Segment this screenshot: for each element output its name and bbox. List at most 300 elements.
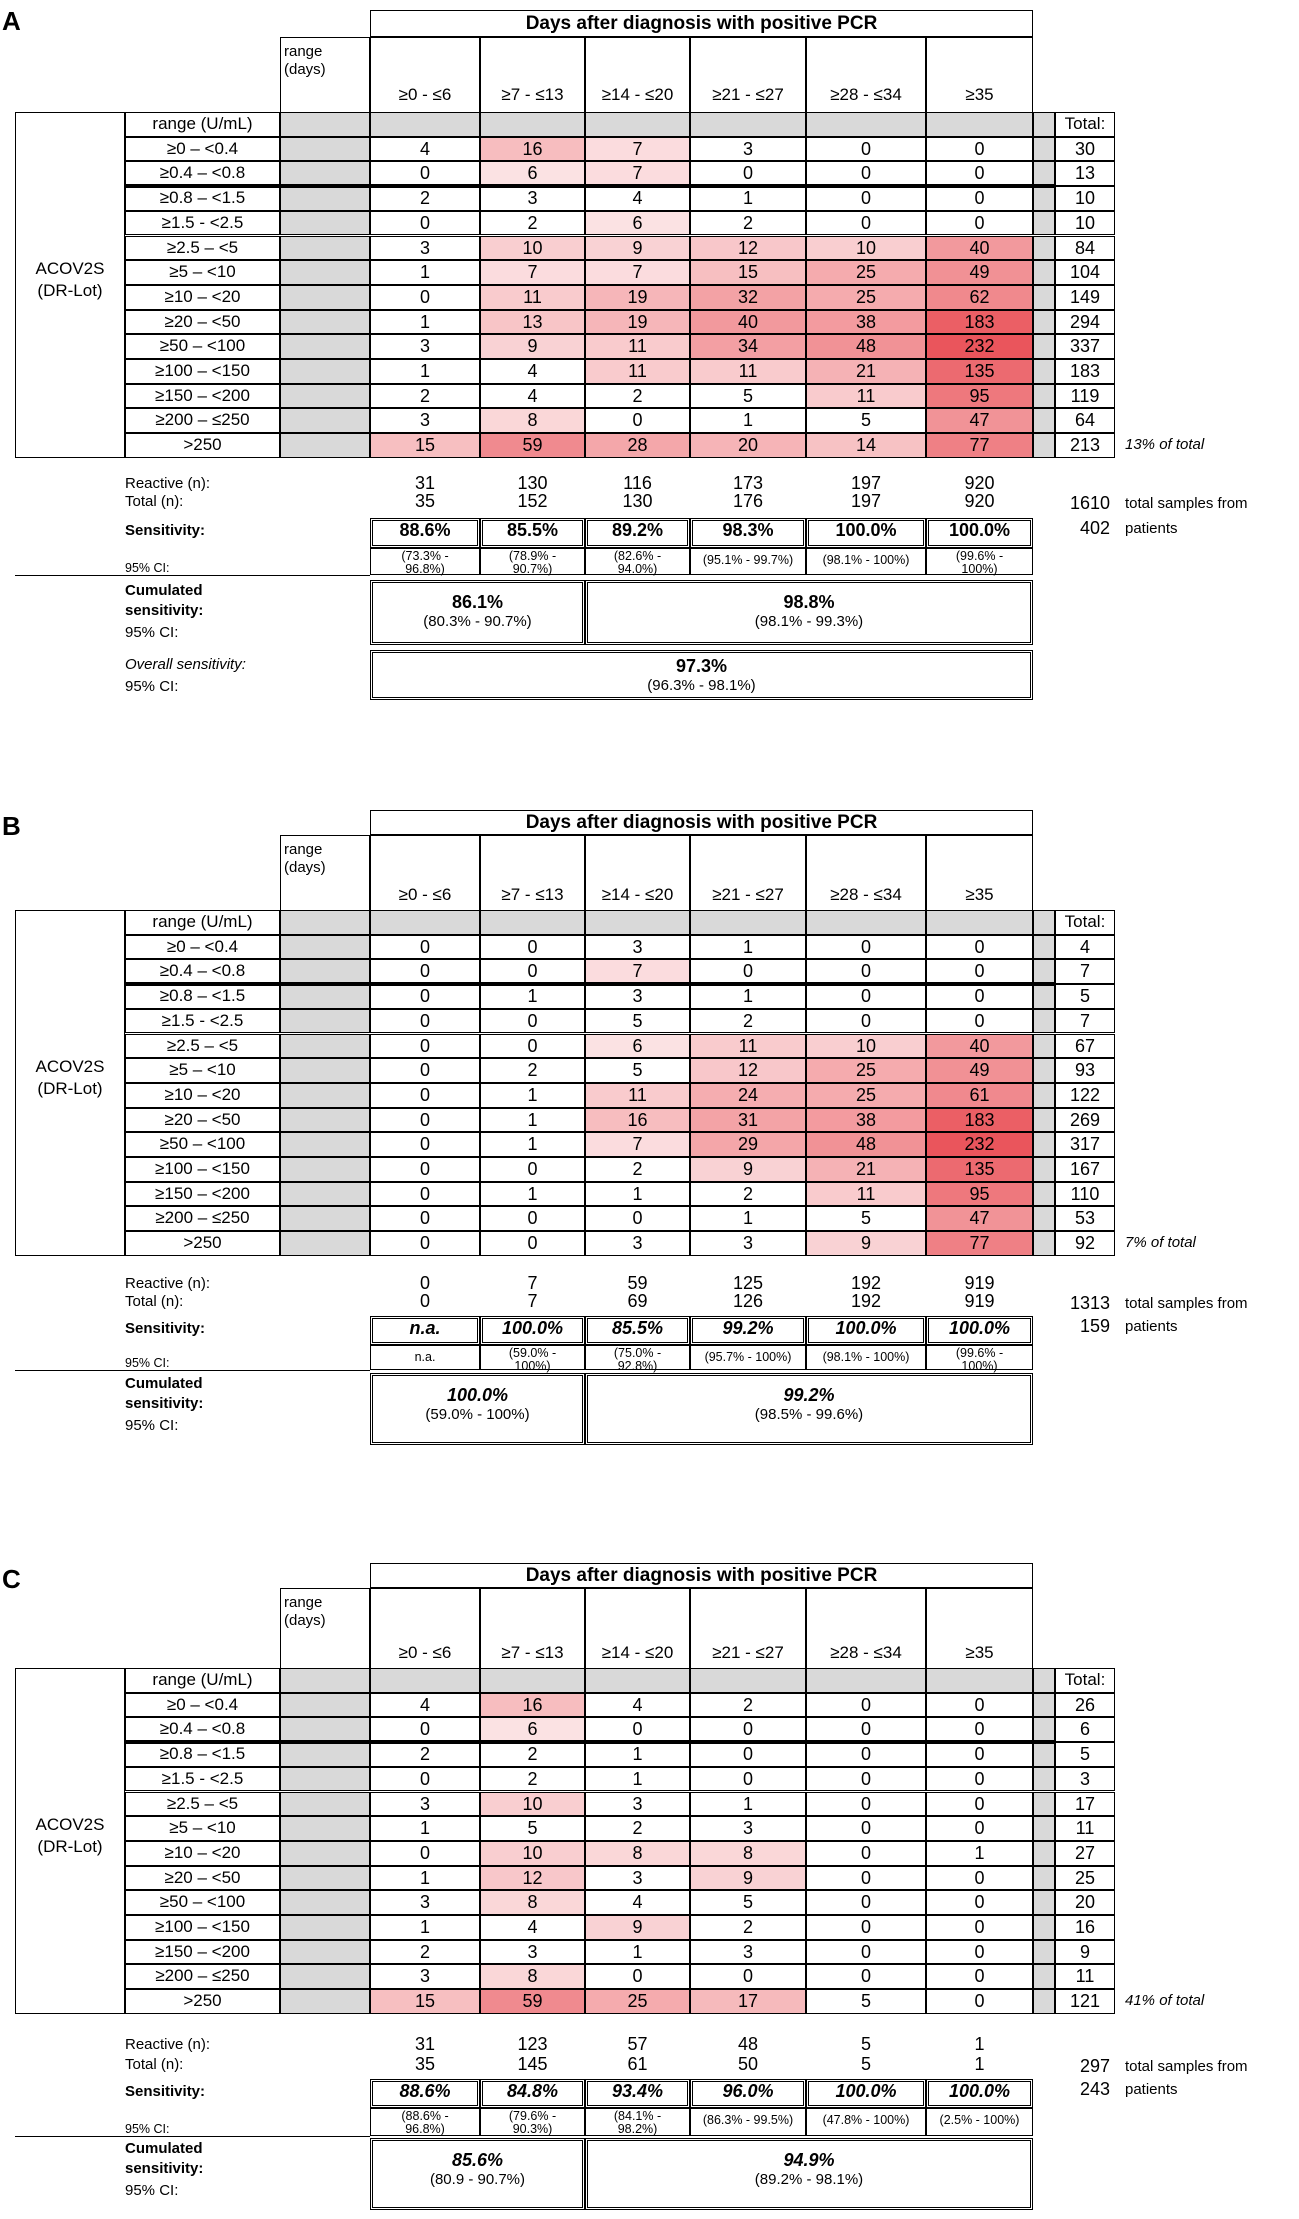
count-cell: 0 [370, 1034, 480, 1059]
count-cell: 0 [480, 959, 585, 984]
sensitivity-label: Sensitivity: [125, 1320, 206, 1337]
cum-late-ci: (89.2% - 98.1%) [754, 2171, 864, 2188]
count-cell: 77 [926, 1231, 1033, 1256]
row-range-label: ≥10 – <20 [125, 1841, 280, 1866]
count-cell: 1 [480, 1083, 585, 1108]
col-header-1: ≥7 - ≤13 [501, 85, 564, 104]
gray-cell [1033, 1034, 1055, 1059]
count-cell: 9 [690, 1866, 806, 1891]
ci-line-1: (95.1% - 99.7%) [702, 553, 794, 567]
count-cell: 3 [585, 1231, 690, 1256]
gray-cell [280, 935, 370, 960]
cum-early-value: 86.1% [451, 592, 504, 612]
gray-cell [1033, 1792, 1055, 1817]
row-range-label: ≥10 – <20 [125, 1083, 280, 1108]
sensitivity-value: 85.5% [506, 520, 559, 540]
reactive-value: 920 [964, 473, 995, 493]
col-header-3: ≥21 - ≤27 [712, 885, 784, 904]
row-range-label: >250 [125, 433, 280, 458]
row-range-label: ≥0 – <0.4 [125, 1693, 280, 1718]
count-cell: 0 [926, 1816, 1033, 1841]
total-n-value: 5 [860, 2054, 871, 2074]
count-cell: 19 [585, 285, 690, 310]
ci-line-2: 92.8%) [617, 1359, 658, 1373]
gray-cell [280, 1693, 370, 1718]
reactive-value: 7 [527, 1273, 538, 1293]
total-n-value: 1 [974, 2054, 985, 2074]
count-cell: 28 [585, 433, 690, 458]
count-cell: 0 [806, 1841, 926, 1866]
sensitivity-value: 98.3% [722, 520, 774, 540]
reactive-value: 1 [974, 2034, 985, 2054]
ci-line-2: 96.8%) [405, 2122, 445, 2136]
count-cell: 0 [370, 1157, 480, 1182]
row-total: 337 [1055, 334, 1115, 359]
sensitivity-value: 93.4% [611, 2081, 664, 2101]
gray-cell [1033, 1009, 1055, 1034]
col-header-3: ≥21 - ≤27 [712, 85, 784, 104]
count-cell: 0 [370, 1058, 480, 1083]
count-cell: 40 [926, 1034, 1033, 1059]
count-cell: 0 [926, 1866, 1033, 1891]
count-cell: 0 [806, 186, 926, 211]
row-total: 9 [1055, 1940, 1115, 1965]
gray-cell [280, 1742, 370, 1767]
count-cell: 0 [806, 1866, 926, 1891]
days-header: Days after diagnosis with positive PCR [370, 810, 1033, 835]
count-cell: 10 [480, 236, 585, 261]
total-n-value: 69 [627, 1291, 648, 1311]
count-cell: 0 [690, 1742, 806, 1767]
count-cell: 2 [690, 1693, 806, 1718]
count-cell: 2 [585, 384, 690, 409]
row-total: 11 [1055, 1816, 1115, 1841]
col-header-1: ≥7 - ≤13 [501, 885, 564, 904]
sensitivity-value: 84.8% [506, 2081, 559, 2101]
total-samples-value: 1313 [1069, 1293, 1110, 1313]
row-total: 30 [1055, 137, 1115, 162]
panel-label: B [2, 811, 21, 841]
assay-label-1: ACOV2S [35, 1814, 105, 1834]
panel-a [0, 0, 1299, 710]
count-cell: 24 [690, 1083, 806, 1108]
gray-cell [1033, 236, 1055, 261]
total-samples-value: 297 [1079, 2056, 1110, 2076]
count-cell: 15 [370, 433, 480, 458]
row-total: 317 [1055, 1132, 1115, 1157]
count-cell: 2 [690, 1182, 806, 1207]
patients-value: 159 [1079, 1316, 1110, 1336]
cum-late-value: 99.2% [783, 1385, 835, 1405]
count-cell: 2 [480, 1058, 585, 1083]
ci-line-2: 96.8%) [405, 562, 445, 576]
gray-cell [480, 1668, 585, 1693]
gray-cell [1033, 260, 1055, 285]
count-cell: 12 [480, 1866, 585, 1891]
gray-cell [280, 1890, 370, 1915]
count-cell: 4 [370, 1693, 480, 1718]
panel-b [0, 805, 1299, 1455]
count-cell: 0 [690, 161, 806, 186]
count-cell: 3 [370, 1890, 480, 1915]
count-cell: 5 [806, 1989, 926, 2014]
count-cell: 38 [806, 1108, 926, 1133]
ci-line-1: (79.6% - [508, 2109, 557, 2123]
reactive-value: 116 [623, 473, 652, 493]
total-n-label: Total (n): [125, 1293, 184, 1310]
count-cell: 40 [926, 236, 1033, 261]
count-cell: 8 [690, 1841, 806, 1866]
gray-cell [280, 1841, 370, 1866]
count-cell: 7 [585, 260, 690, 285]
col-header-5: ≥35 [965, 85, 994, 104]
count-cell: 0 [690, 1964, 806, 1989]
row-range-label: ≥50 – <100 [125, 1890, 280, 1915]
count-cell: 0 [806, 1940, 926, 1965]
count-cell: 29 [690, 1132, 806, 1157]
count-cell: 13 [480, 310, 585, 335]
count-cell: 0 [370, 1009, 480, 1034]
cum-label-1: Cumulated [125, 2140, 203, 2157]
count-cell: 0 [370, 1841, 480, 1866]
reactive-value: 5 [860, 2034, 871, 2054]
cum-late-ci: (98.1% - 99.3%) [754, 613, 864, 630]
count-cell: 2 [370, 384, 480, 409]
row-range-label: ≥20 – <50 [125, 310, 280, 335]
count-cell: 0 [370, 285, 480, 310]
gray-cell [1033, 1108, 1055, 1133]
gray-cell [690, 1668, 806, 1693]
row-total: 27 [1055, 1841, 1115, 1866]
cutoff-line [125, 982, 1055, 986]
count-cell: 21 [806, 1157, 926, 1182]
row-total: 269 [1055, 1108, 1115, 1133]
count-cell: 34 [690, 334, 806, 359]
row-total: 167 [1055, 1157, 1115, 1182]
row-range-label: ≥5 – <10 [125, 1058, 280, 1083]
col-header-4: ≥28 - ≤34 [830, 1643, 902, 1662]
count-cell: 1 [480, 1108, 585, 1133]
count-cell: 0 [370, 1132, 480, 1157]
gray-cell [1033, 433, 1055, 458]
count-cell: 1 [690, 408, 806, 433]
row-range-label: ≥200 – ≤250 [125, 1964, 280, 1989]
count-cell: 19 [585, 310, 690, 335]
cum-label-2: sensitivity: [125, 602, 204, 619]
count-cell: 16 [480, 1693, 585, 1718]
count-cell: 0 [370, 1231, 480, 1256]
count-cell: 21 [806, 359, 926, 384]
count-cell: 0 [926, 1717, 1033, 1742]
gray-cell [1033, 1816, 1055, 1841]
row-total: 53 [1055, 1206, 1115, 1231]
col-header-0: ≥0 - ≤6 [398, 85, 452, 104]
count-cell: 1 [690, 1206, 806, 1231]
gray-cell [1033, 1964, 1055, 1989]
count-cell: 25 [806, 285, 926, 310]
gray-cell [1033, 211, 1055, 236]
count-cell: 1 [370, 359, 480, 384]
row-range-label: ≥20 – <50 [125, 1108, 280, 1133]
count-cell: 4 [370, 137, 480, 162]
row-total: 3 [1055, 1767, 1115, 1792]
gray-cell [280, 1182, 370, 1207]
count-cell: 14 [806, 433, 926, 458]
count-cell: 15 [690, 260, 806, 285]
row-range-label: ≥20 – <50 [125, 1866, 280, 1891]
count-cell: 4 [480, 359, 585, 384]
count-cell: 1 [370, 310, 480, 335]
count-cell: 9 [585, 236, 690, 261]
gray-cell [926, 1668, 1033, 1693]
count-cell: 11 [690, 359, 806, 384]
count-cell: 11 [585, 359, 690, 384]
ci-line-2: 98.2%) [617, 2122, 658, 2136]
count-cell: 0 [370, 1083, 480, 1108]
total-n-value: 61 [627, 2054, 648, 2074]
range-days-label-1: range [284, 43, 323, 60]
pct-note: 7% of total [1125, 1234, 1196, 1252]
col-header-0: ≥0 - ≤6 [398, 1643, 452, 1662]
gray-cell [280, 137, 370, 162]
cum-late-ci: (98.5% - 99.6%) [754, 1406, 864, 1423]
gray-cell [280, 384, 370, 409]
count-cell: 1 [585, 1940, 690, 1965]
gray-cell [1033, 1231, 1055, 1256]
reactive-value: 197 [850, 473, 882, 493]
count-cell: 11 [585, 1083, 690, 1108]
reactive-value: 48 [737, 2034, 759, 2054]
ci-line-1: (2.5% - 100%) [939, 2113, 1020, 2127]
row-range-label: ≥2.5 – <5 [125, 1792, 280, 1817]
total-n-value: 176 [732, 491, 764, 511]
count-cell: 0 [370, 211, 480, 236]
gray-cell [280, 1108, 370, 1133]
cutoff-line [125, 184, 1055, 188]
reactive-value: 31 [414, 473, 436, 493]
row-total: 10 [1055, 211, 1115, 236]
count-cell: 10 [480, 1841, 585, 1866]
gray-cell [280, 1231, 370, 1256]
row-total: 67 [1055, 1034, 1115, 1059]
count-cell: 12 [690, 1058, 806, 1083]
count-cell: 5 [690, 1890, 806, 1915]
overall-ci: (96.3% - 98.1%) [647, 677, 756, 694]
pct-note: 41% of total [1125, 1992, 1205, 2010]
gray-cell [1033, 137, 1055, 162]
count-cell: 25 [806, 1058, 926, 1083]
total-n-value: 126 [732, 1291, 764, 1311]
reactive-value: 192 [850, 1273, 882, 1293]
count-cell: 31 [690, 1108, 806, 1133]
count-cell: 10 [806, 1034, 926, 1059]
assay-label-2: (DR-Lot) [37, 1078, 103, 1098]
col-header-1: ≥7 - ≤13 [501, 1643, 564, 1662]
total-n-value: 7 [527, 1291, 538, 1311]
count-cell: 0 [690, 959, 806, 984]
count-cell: 61 [926, 1083, 1033, 1108]
row-range-label: >250 [125, 1231, 280, 1256]
gray-cell [585, 910, 690, 935]
ci-line-2: 100%) [514, 1359, 551, 1373]
gray-cell [1033, 384, 1055, 409]
ci-line-1: (99.6% - [955, 549, 1004, 563]
sensitivity-value: 100.0% [501, 1318, 564, 1338]
sensitivity-label: Sensitivity: [125, 522, 206, 539]
count-cell: 4 [480, 1915, 585, 1940]
gray-cell [1033, 1132, 1055, 1157]
count-cell: 3 [370, 408, 480, 433]
count-cell: 5 [806, 1206, 926, 1231]
count-cell: 2 [690, 1009, 806, 1034]
count-cell: 32 [690, 285, 806, 310]
reactive-value: 123 [517, 2034, 548, 2054]
gray-cell [1033, 1182, 1055, 1207]
gray-cell [1033, 1157, 1055, 1182]
count-cell: 0 [480, 1231, 585, 1256]
count-cell: 135 [926, 359, 1033, 384]
count-cell: 6 [480, 161, 585, 186]
count-cell: 7 [585, 959, 690, 984]
row-total: 5 [1055, 984, 1115, 1009]
cum-late-value: 94.9% [783, 2150, 835, 2170]
ci-line-1: (99.6% - [955, 1346, 1004, 1360]
count-cell: 1 [690, 186, 806, 211]
count-cell: 2 [370, 186, 480, 211]
gray-cell [280, 1866, 370, 1891]
row-range-label: ≥100 – <150 [125, 1915, 280, 1940]
count-cell: 1 [690, 935, 806, 960]
ci-line-1: (95.7% - 100%) [704, 1350, 792, 1364]
total-n-value: 130 [622, 491, 653, 511]
gray-cell [280, 186, 370, 211]
count-cell: 3 [370, 334, 480, 359]
count-cell: 0 [806, 161, 926, 186]
row-total: 10 [1055, 186, 1115, 211]
count-cell: 0 [926, 1964, 1033, 1989]
count-cell: 15 [370, 1989, 480, 2014]
total-n-label: Total (n): [125, 2056, 184, 2073]
gray-cell [280, 408, 370, 433]
count-cell: 0 [370, 161, 480, 186]
gray-cell [1033, 1915, 1055, 1940]
total-n-value: 145 [517, 2054, 548, 2074]
sensitivity-value: 89.2% [611, 520, 664, 540]
count-cell: 0 [806, 984, 926, 1009]
row-total: 20 [1055, 1890, 1115, 1915]
col-header-2: ≥14 - ≤20 [601, 85, 674, 104]
count-cell: 3 [585, 1866, 690, 1891]
count-cell: 48 [806, 1132, 926, 1157]
count-cell: 11 [585, 334, 690, 359]
count-cell: 0 [690, 1717, 806, 1742]
count-cell: 0 [926, 1940, 1033, 1965]
total-n-value: 197 [850, 491, 882, 511]
reactive-value: 919 [964, 1273, 995, 1293]
sensitivity-value: n.a. [409, 1318, 441, 1338]
cum-label-1: Cumulated [125, 582, 203, 599]
ci-line-2: 90.3%) [512, 2122, 553, 2136]
row-range-label: ≥50 – <100 [125, 334, 280, 359]
col-header-5: ≥35 [965, 1643, 994, 1662]
row-total: 64 [1055, 408, 1115, 433]
ci-underline [15, 2136, 370, 2137]
cum-early-ci: (59.0% - 100%) [425, 1406, 530, 1423]
count-cell: 11 [806, 1182, 926, 1207]
total-header: Total: [1055, 112, 1115, 137]
gray-cell [1033, 1058, 1055, 1083]
gray-cell [280, 959, 370, 984]
count-cell: 0 [926, 186, 1033, 211]
gray-cell [926, 910, 1033, 935]
row-total: 119 [1055, 384, 1115, 409]
count-cell: 2 [370, 1742, 480, 1767]
count-cell: 7 [585, 1132, 690, 1157]
reactive-value: 173 [732, 473, 764, 493]
gray-cell [280, 1132, 370, 1157]
count-cell: 1 [480, 984, 585, 1009]
count-cell: 40 [690, 310, 806, 335]
count-cell: 0 [926, 959, 1033, 984]
cum-early-value: 85.6% [451, 2150, 504, 2170]
ci-line-1: (84.1% - [613, 2109, 662, 2123]
reactive-label: Reactive (n): [125, 475, 211, 492]
total-samples-label: total samples from [1125, 1295, 1248, 1312]
sensitivity-value: 99.2% [722, 1318, 774, 1338]
row-range-label: ≥0.4 – <0.8 [125, 1717, 280, 1742]
sensitivity-value: 100.0% [948, 1318, 1011, 1338]
ci-line-1: (73.3% - [401, 549, 449, 563]
total-samples-value: 1610 [1069, 493, 1110, 513]
count-cell: 0 [926, 1742, 1033, 1767]
count-cell: 2 [480, 211, 585, 236]
count-cell: 0 [806, 1767, 926, 1792]
row-range-label: ≥150 – <200 [125, 1940, 280, 1965]
ci-line-1: (78.9% - [508, 549, 557, 563]
row-total: 294 [1055, 310, 1115, 335]
count-cell: 3 [585, 1792, 690, 1817]
count-cell: 47 [926, 1206, 1033, 1231]
cutoff-line [125, 1740, 1055, 1744]
reactive-value: 130 [517, 473, 548, 493]
count-cell: 77 [926, 433, 1033, 458]
count-cell: 0 [806, 1717, 926, 1742]
row-range-label: ≥0.8 – <1.5 [125, 984, 280, 1009]
total-n-label: Total (n): [125, 493, 184, 510]
range-days-label-1: range [284, 841, 323, 858]
count-cell: 0 [926, 1767, 1033, 1792]
count-cell: 12 [690, 236, 806, 261]
count-cell: 38 [806, 310, 926, 335]
count-cell: 0 [926, 1009, 1033, 1034]
row-range-label: ≥0.8 – <1.5 [125, 1742, 280, 1767]
row-range-label: ≥1.5 - <2.5 [125, 1767, 280, 1792]
count-cell: 1 [926, 1841, 1033, 1866]
gray-cell [280, 359, 370, 384]
total-header: Total: [1055, 910, 1115, 935]
count-cell: 95 [926, 1182, 1033, 1207]
ci-line-1: (98.1% - 100%) [822, 553, 910, 567]
row-range-label: ≥0.4 – <0.8 [125, 161, 280, 186]
count-cell: 25 [806, 1083, 926, 1108]
count-cell: 0 [806, 1693, 926, 1718]
pct-note: 13% of total [1125, 436, 1205, 454]
count-cell: 10 [806, 236, 926, 261]
count-cell: 3 [370, 1964, 480, 1989]
row-range-label: ≥5 – <10 [125, 260, 280, 285]
ci-line-2: 94.0%) [617, 562, 658, 576]
assay-label-2: (DR-Lot) [37, 280, 103, 300]
